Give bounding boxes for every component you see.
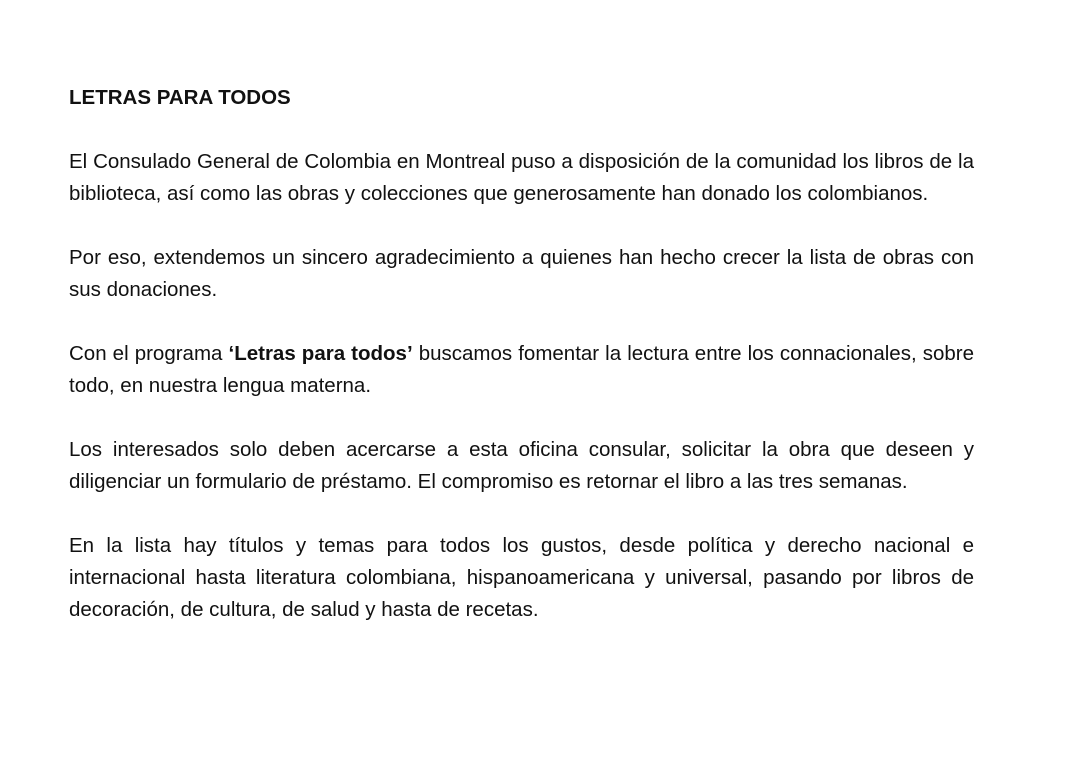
document-page <box>69 82 974 626</box>
paragraph-loan-instructions: Los interesados solo deben acercarse a esta oficina consular, solicitar la obra que deseen y diligenciar un formulario de préstamo. El compromiso es retornar el libro a las tres semanas. <box>69 438 974 493</box>
paragraph-thanks: Por eso, extendemos un sincero agradecimiento a quienes han hecho crecer la lista de obras con sus donaciones. <box>69 246 974 301</box>
paragraph-program-rest: buscamos fomentar la lectura entre los connacionales, sobre todo, en nuestra lengua materna. <box>69 342 974 397</box>
paragraph-intro: El Consulado General de Colombia en Montreal puso a disposición de la comunidad los libros de la biblioteca, así como las obras y colecciones que generosamente han donado los colombianos. <box>69 150 974 205</box>
paragraph-program-lead: Con el programa <box>69 342 229 365</box>
document-title: LETRAS PARA TODOS <box>69 86 291 109</box>
program-name: ‘Letras para todos’ <box>228 342 413 365</box>
paragraph-program <box>69 338 974 402</box>
paragraph-catalog: En la lista hay títulos y temas para todos los gustos, desde política y derecho nacional e internacional hasta literatura colombiana, hispanoamericana y universal, pasando por libros de decoración, de cultura, de salud y hasta de recetas. <box>69 534 974 621</box>
